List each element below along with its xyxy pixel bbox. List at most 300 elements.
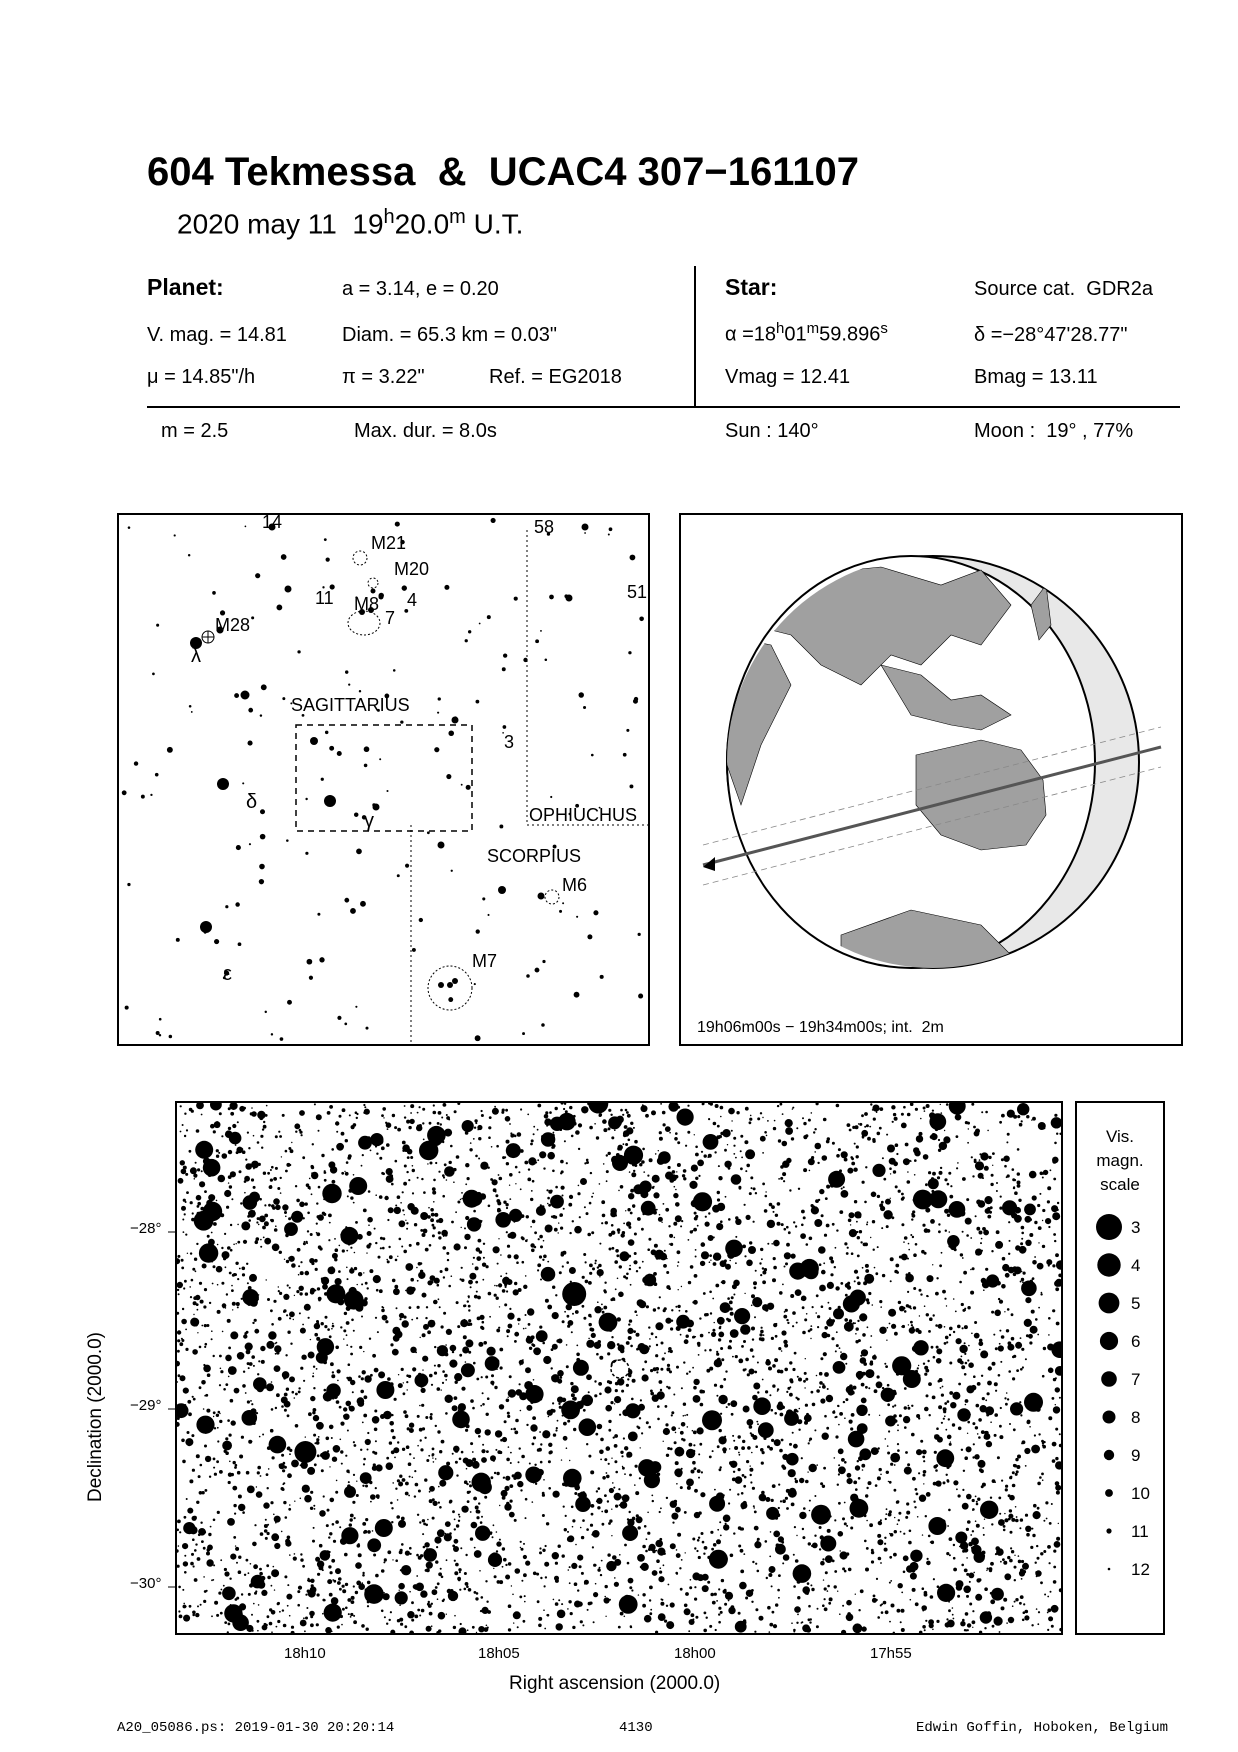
field-star <box>1021 1281 1037 1297</box>
field-star <box>611 1231 615 1235</box>
field-star <box>1026 1334 1029 1337</box>
field-star <box>181 1206 186 1211</box>
field-star <box>213 1265 216 1268</box>
field-star <box>563 1108 565 1110</box>
field-star <box>351 1600 355 1604</box>
field-star <box>448 1285 451 1288</box>
field-star <box>720 1413 722 1415</box>
field-star <box>311 1165 314 1168</box>
field-star <box>605 1585 608 1588</box>
field-star <box>744 1204 746 1206</box>
field-star <box>463 1335 467 1339</box>
field-star <box>238 1504 245 1511</box>
field-star <box>666 1605 668 1607</box>
field-star <box>332 1523 335 1526</box>
field-star <box>445 1268 449 1272</box>
field-star <box>1039 1476 1042 1479</box>
field-star <box>241 1593 243 1595</box>
field-star <box>425 1317 427 1319</box>
field-star <box>438 1218 443 1223</box>
field-star <box>572 1626 575 1629</box>
field-star <box>536 1330 548 1342</box>
field-star <box>367 1136 371 1140</box>
field-star <box>514 1146 518 1150</box>
field-star <box>518 1323 519 1324</box>
field-star <box>213 1519 216 1522</box>
field-star <box>949 1391 953 1395</box>
field-star <box>233 1536 236 1539</box>
field-star <box>813 1131 815 1133</box>
field-star <box>423 1191 426 1194</box>
field-star <box>911 1405 913 1407</box>
field-star <box>879 1127 882 1130</box>
field-star <box>760 1136 766 1142</box>
field-star <box>576 1358 580 1362</box>
field-star <box>1059 1397 1061 1399</box>
field-star <box>365 1439 371 1445</box>
field-star <box>617 1228 621 1232</box>
field-star <box>709 1456 712 1459</box>
finder-star <box>337 751 342 756</box>
field-star <box>720 1260 727 1267</box>
field-star <box>1009 1423 1011 1425</box>
field-star <box>850 1224 851 1225</box>
finder-star <box>591 754 594 757</box>
field-star <box>810 1338 811 1339</box>
field-star <box>461 1267 463 1269</box>
field-star <box>266 1105 268 1107</box>
field-star <box>1032 1277 1035 1280</box>
field-star <box>974 1321 977 1324</box>
field-star <box>714 1322 715 1323</box>
field-star <box>674 1500 677 1503</box>
field-star <box>348 1613 350 1615</box>
field-star <box>819 1285 826 1292</box>
field-star <box>253 1603 255 1605</box>
finder-star <box>465 639 468 642</box>
field-star <box>708 1212 710 1214</box>
field-star <box>421 1609 425 1613</box>
field-star <box>257 1373 259 1375</box>
field-star <box>527 1308 534 1315</box>
field-star <box>256 1237 260 1241</box>
field-star <box>856 1145 859 1148</box>
field-star <box>606 1154 608 1156</box>
field-star <box>797 1376 799 1378</box>
field-star <box>465 1429 468 1432</box>
field-star <box>589 1126 593 1130</box>
field-star <box>824 1598 826 1600</box>
field-star <box>589 1323 592 1326</box>
field-star <box>793 1585 796 1588</box>
field-star <box>1021 1348 1024 1351</box>
field-star <box>231 1198 233 1200</box>
field-star <box>395 1205 397 1207</box>
field-star <box>283 1309 286 1312</box>
field-star <box>1037 1263 1044 1270</box>
field-star <box>717 1445 720 1448</box>
field-star <box>634 1252 637 1255</box>
field-star <box>690 1265 694 1269</box>
field-star <box>532 1220 536 1224</box>
finder-star <box>542 960 545 963</box>
field-star <box>197 1557 201 1561</box>
field-star <box>591 1513 594 1516</box>
field-star <box>969 1573 975 1579</box>
field-star <box>865 1269 869 1273</box>
field-star <box>694 1399 696 1401</box>
field-star <box>879 1327 886 1334</box>
field-star <box>304 1495 312 1503</box>
finder-star <box>200 921 212 933</box>
field-star <box>611 1224 614 1227</box>
field-star <box>1059 1433 1061 1435</box>
field-star <box>292 1391 295 1394</box>
field-star <box>757 1362 759 1364</box>
field-star <box>283 1501 286 1504</box>
field-star <box>740 1549 744 1553</box>
field-star <box>670 1602 675 1607</box>
field-star <box>222 1331 224 1333</box>
field-star <box>845 1363 847 1365</box>
field-star <box>230 1399 234 1403</box>
field-star <box>642 1368 645 1371</box>
field-star <box>988 1156 991 1159</box>
field-star <box>267 1487 269 1489</box>
field-star <box>936 1346 939 1349</box>
field-star <box>620 1109 623 1112</box>
field-star <box>677 1106 680 1109</box>
field-star <box>284 1409 287 1412</box>
field-star <box>475 1155 478 1158</box>
field-star <box>913 1306 916 1309</box>
field-star <box>228 1127 231 1130</box>
field-star <box>401 1565 411 1575</box>
field-star <box>863 1243 867 1247</box>
field-star <box>247 1282 249 1284</box>
field-star <box>803 1135 807 1139</box>
field-star <box>446 1179 448 1181</box>
field-star <box>823 1118 827 1122</box>
field-star <box>225 1437 228 1440</box>
field-star <box>590 1470 594 1474</box>
field-star <box>684 1415 686 1417</box>
field-star <box>959 1210 965 1216</box>
field-star <box>715 1104 719 1108</box>
field-star <box>752 1487 755 1490</box>
field-star <box>432 1457 433 1458</box>
field-star <box>663 1441 664 1442</box>
field-star <box>786 1391 788 1393</box>
field-star <box>476 1592 479 1595</box>
field-star <box>410 1104 414 1108</box>
field-star <box>475 1122 477 1124</box>
field-star <box>604 1386 611 1393</box>
field-star <box>606 1561 616 1571</box>
field-star <box>768 1573 772 1577</box>
field-star <box>418 1490 421 1493</box>
field-star <box>194 1549 197 1552</box>
field-star <box>618 1145 623 1150</box>
field-star <box>241 1148 243 1150</box>
field-star <box>623 1437 625 1439</box>
field-star <box>702 1410 722 1430</box>
field-star <box>729 1301 733 1305</box>
field-star <box>251 1178 254 1181</box>
field-star <box>1010 1547 1012 1549</box>
field-star <box>419 1106 421 1108</box>
field-star <box>537 1600 540 1603</box>
field-star <box>235 1598 238 1601</box>
finder-star <box>545 658 548 661</box>
field-star <box>797 1419 802 1424</box>
field-star <box>981 1111 983 1113</box>
field-star <box>366 1628 369 1631</box>
field-star <box>291 1631 295 1633</box>
field-star <box>1036 1608 1038 1610</box>
field-star <box>235 1464 238 1467</box>
field-star <box>779 1449 783 1453</box>
field-star <box>328 1536 330 1538</box>
field-star <box>820 1561 825 1566</box>
field-star <box>533 1133 535 1135</box>
field-star <box>915 1488 918 1491</box>
field-star <box>914 1159 917 1162</box>
field-star <box>856 1405 867 1416</box>
field-star <box>740 1167 743 1170</box>
field-star <box>544 1114 549 1119</box>
field-star <box>764 1209 768 1213</box>
field-star <box>964 1629 966 1631</box>
field-star <box>660 1368 663 1371</box>
field-star <box>754 1511 757 1514</box>
field-star <box>198 1534 201 1537</box>
field-star <box>279 1135 282 1138</box>
field-star <box>716 1492 724 1500</box>
field-star <box>691 1200 698 1207</box>
field-star <box>630 1345 633 1348</box>
field-star <box>915 1108 918 1111</box>
field-star <box>334 1191 337 1194</box>
field-star <box>861 1114 864 1117</box>
field-star <box>478 1239 482 1243</box>
field-star <box>393 1335 400 1342</box>
field-star <box>410 1112 412 1114</box>
field-star <box>445 1344 447 1346</box>
field-star <box>407 1203 414 1210</box>
field-star <box>349 1268 354 1273</box>
field-star <box>187 1400 191 1404</box>
field-star <box>401 1517 405 1521</box>
field-star <box>749 1241 752 1244</box>
field-star <box>820 1535 824 1539</box>
field-star <box>1050 1591 1052 1593</box>
field-star <box>697 1427 704 1434</box>
field-star <box>884 1543 886 1545</box>
field-star <box>187 1431 190 1434</box>
field-star <box>229 1272 232 1275</box>
field-star <box>247 1132 249 1134</box>
field-star <box>925 1515 927 1517</box>
field-star <box>477 1129 478 1130</box>
field-star <box>538 1238 540 1240</box>
field-star <box>656 1344 658 1346</box>
field-star <box>932 1629 934 1631</box>
field-star <box>496 1472 499 1475</box>
field-star <box>966 1446 972 1452</box>
field-star <box>307 1467 315 1475</box>
field-star <box>616 1254 619 1257</box>
field-star <box>543 1167 545 1169</box>
field-star <box>820 1357 823 1360</box>
field-star <box>412 1165 414 1167</box>
field-star <box>216 1266 223 1273</box>
finder-star <box>321 778 324 781</box>
field-star <box>898 1301 901 1304</box>
field-star <box>857 1320 859 1322</box>
field-star <box>481 1596 484 1599</box>
field-star <box>657 1157 665 1165</box>
field-star <box>693 1467 696 1470</box>
field-star <box>865 1369 874 1378</box>
field-star <box>392 1327 400 1335</box>
field-star <box>259 1198 262 1201</box>
field-star <box>324 1325 327 1328</box>
field-star <box>831 1337 834 1340</box>
field-star <box>328 1267 336 1275</box>
field-star <box>195 1141 213 1159</box>
globe-time-range: 19h06m00s − 19h34m00s; int. 2m <box>697 1019 944 1036</box>
field-star <box>890 1198 891 1199</box>
field-star <box>277 1441 283 1447</box>
field-star <box>496 1531 498 1533</box>
field-star <box>622 1525 638 1541</box>
field-star <box>508 1233 513 1238</box>
finder-star <box>503 653 507 657</box>
field-star <box>910 1562 919 1571</box>
field-star <box>259 1572 263 1576</box>
field-star <box>566 1261 569 1264</box>
field-star <box>725 1370 727 1372</box>
field-star <box>676 1549 678 1551</box>
field-star <box>270 1309 273 1312</box>
field-star <box>419 1521 421 1523</box>
field-star <box>784 1368 788 1372</box>
field-star <box>844 1522 847 1525</box>
field-star <box>447 1259 449 1261</box>
field-star <box>274 1543 280 1549</box>
field-star <box>1014 1579 1016 1581</box>
field-star <box>373 1275 381 1283</box>
field-star <box>864 1126 866 1128</box>
field-star <box>936 1115 939 1118</box>
field-star <box>1059 1588 1061 1592</box>
field-star <box>858 1215 861 1218</box>
field-star <box>306 1607 308 1609</box>
field-star <box>786 1226 789 1229</box>
finder-star <box>281 554 287 560</box>
field-star <box>658 1150 659 1151</box>
field-star <box>878 1521 882 1525</box>
field-star <box>428 1147 430 1149</box>
field-star <box>774 1120 776 1122</box>
field-star <box>733 1471 735 1473</box>
field-star <box>478 1480 492 1494</box>
field-star <box>644 1525 647 1528</box>
field-star <box>380 1237 383 1240</box>
field-star <box>657 1548 665 1556</box>
field-star <box>796 1322 798 1324</box>
field-star <box>603 1306 607 1310</box>
field-star <box>542 1549 545 1552</box>
field-star <box>972 1422 975 1425</box>
field-star <box>438 1231 441 1234</box>
field-star <box>222 1441 232 1451</box>
field-star <box>335 1278 342 1285</box>
field-star <box>976 1501 978 1503</box>
field-star <box>897 1523 899 1525</box>
field-star <box>432 1234 435 1237</box>
field-star <box>926 1104 930 1108</box>
field-star <box>816 1625 819 1628</box>
field-star <box>803 1507 806 1510</box>
field-star <box>219 1355 222 1358</box>
field-star <box>300 1558 303 1561</box>
field-star <box>230 1103 238 1110</box>
field-star <box>397 1499 399 1501</box>
finder-star <box>474 983 476 985</box>
field-star <box>586 1528 589 1531</box>
finder-chart-svg <box>119 515 648 1044</box>
field-star <box>348 1363 351 1366</box>
field-star <box>335 1491 338 1494</box>
field-star <box>786 1453 799 1466</box>
field-star <box>597 1266 599 1268</box>
field-star <box>1013 1187 1015 1189</box>
field-star <box>950 1441 951 1442</box>
field-star <box>718 1338 721 1341</box>
field-star <box>367 1432 369 1434</box>
field-star <box>430 1417 433 1420</box>
field-star <box>607 1553 610 1556</box>
field-star <box>466 1424 470 1428</box>
field-star <box>803 1122 806 1125</box>
field-star <box>653 1209 656 1212</box>
field-star <box>755 1445 758 1448</box>
field-star <box>667 1364 670 1367</box>
field-star <box>952 1392 960 1400</box>
field-star <box>809 1170 811 1172</box>
field-star <box>382 1247 385 1250</box>
field-star <box>886 1471 889 1474</box>
field-star <box>972 1610 974 1612</box>
field-star <box>520 1547 521 1548</box>
field-star <box>433 1111 437 1115</box>
field-star <box>316 1202 318 1204</box>
field-star <box>903 1416 910 1423</box>
field-star <box>1056 1491 1060 1495</box>
field-star <box>981 1375 983 1377</box>
field-star <box>774 1358 778 1362</box>
field-star <box>1024 1615 1029 1620</box>
field-star <box>821 1214 824 1217</box>
field-star <box>738 1452 740 1454</box>
field-star <box>588 1391 590 1393</box>
field-star <box>535 1162 537 1164</box>
field-star <box>1021 1578 1023 1580</box>
field-star <box>262 1226 266 1230</box>
field-star <box>1018 1560 1022 1564</box>
